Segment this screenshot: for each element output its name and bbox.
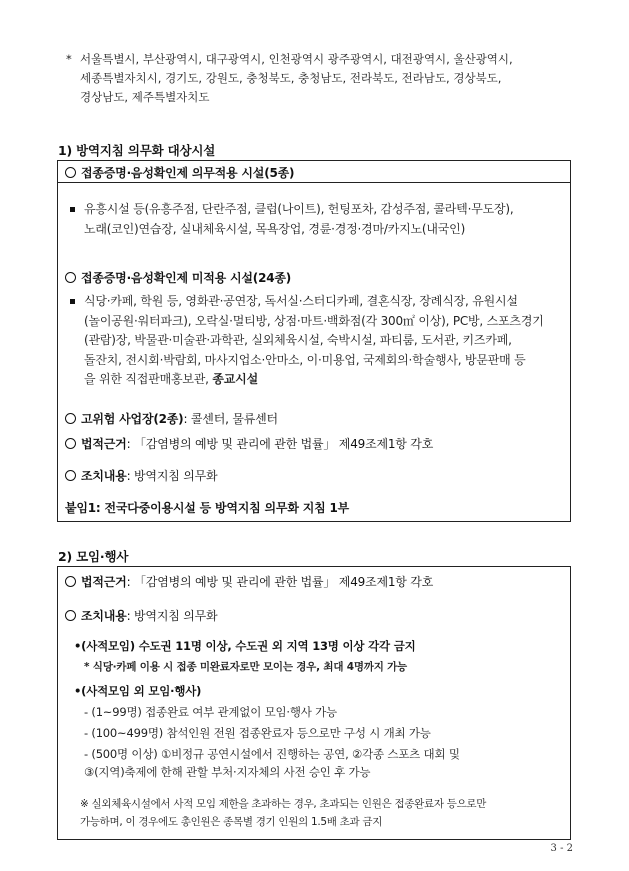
region-list (66, 50, 566, 107)
action-line-2 (65, 607, 217, 624)
group2-bullet (70, 292, 568, 390)
group1-heading (65, 164, 294, 181)
section1-box (57, 160, 571, 522)
section1-title: 1) 방역지침 의무화 대상시설 (58, 143, 216, 158)
square-bullet-icon (70, 207, 75, 212)
group2-bullet-main: 식당·카페, 학원 등, 영화관·공연장, 독서실·스터디카페, 결혼식장, 장례식장, 유원시설 (놀이공원·워터파크), 오락실·멀티방, 상점·마트·백화점(각 300㎡ 이상), PC방, 스포츠경기 (관람)장, 박물관·미술관·과학관, 실외체육시설, 숙박시설, 파티룸, 도서관, 키즈카페, 돌잔치, 전시회·박람회, 마사지업소·안마소, 이·미용업, 국제회의·학술행사, 방문판매 등 을 위한 직접판매홍보관, (84, 294, 544, 386)
page-number: 3 - 2 (550, 843, 573, 854)
group1-bullet-text: 유흥시설 등(유흥주점, 단란주점, 클럽(나이트), 헌팅포차, 감성주점, 콜라텍·무도장), 노래(코인)연습장, 실내체육시설, 목욕장업, 경륜·경정·경마/카지노(내국인) (84, 202, 514, 236)
asterisk-mark: * (66, 52, 72, 66)
event-item: - (500명 이상) ①비정규 공연시설에서 진행하는 공연, ②각종 스포츠 대회 및 ③(지역)축제에 한해 관할 부처·지자체의 사전 승인 후 가능 (84, 747, 460, 779)
high-risk-value: : 콜센터, 물류센터 (183, 412, 278, 426)
group2-heading (65, 269, 291, 286)
circle-icon (65, 576, 76, 587)
region-list-text: 서울특별시, 부산광역시, 대구광역시, 인천광역시 광주광역시, 대전광역시, 울산광역시, 세종특별자치시, 경기도, 강원도, 충청북도, 충청남도, 전라북도, 전라남도, 경상북도, 경상남도, 제주특별자치도 (80, 52, 513, 104)
group1-bullet (70, 200, 568, 239)
event-item: - (1~99명) 접종완료 여부 관계없이 모임·행사 가능 (84, 705, 337, 719)
legal-basis-value-2: : 「감염병의 예방 및 관리에 관한 법률」 제49조제1항 각호 (126, 575, 434, 589)
circle-icon (65, 438, 76, 449)
circle-icon (65, 610, 76, 621)
group2-bullet-text (84, 292, 568, 390)
legal-basis-label-2: 법적근거 (81, 575, 127, 589)
event-title: •(사적모임 외 모임·행사) (74, 684, 202, 698)
action-label-2: 조치내용 (81, 609, 127, 623)
action-line (65, 467, 217, 484)
private-gathering-note: * 식당·카페 이용 시 접종 미완료자로만 모이는 경우, 최대 4명까지 가능 (84, 661, 407, 673)
square-bullet-icon (70, 299, 75, 304)
private-gathering-title: •(사적모임) 수도권 11명 이상, 수도권 외 지역 13명 이상 각각 금지 (74, 639, 416, 653)
group2-title: 접종증명·음성확인제 미적용 시설(24종) (81, 271, 292, 285)
action-value-2: : 방역지침 의무화 (126, 609, 218, 623)
high-risk-label: 고위험 사업장(2종) (81, 412, 184, 426)
circle-icon (65, 413, 76, 424)
section2-title: 2) 모임·행사 (58, 549, 129, 564)
circle-icon (65, 272, 76, 283)
legal-basis-line (65, 435, 433, 452)
legal-basis-line-2 (65, 573, 433, 590)
high-risk-line (65, 410, 278, 427)
action-label: 조치내용 (81, 469, 127, 483)
footnote: ※ 실외체육시설에서 사적 모임 제한을 초과하는 경우, 초과되는 인원은 접종완료자 등으로만 가능하며, 이 경우에도 총인원은 종목별 경기 인원의 1.5배 초과 금지 (80, 798, 487, 828)
legal-basis-label: 법적근거 (81, 437, 127, 451)
circle-icon (65, 167, 76, 178)
legal-basis-value: : 「감염병의 예방 및 관리에 관한 법률」 제49조제1항 각호 (126, 437, 434, 451)
group1-title: 접종증명·음성확인제 의무적용 시설(5종) (81, 166, 295, 180)
group2-bullet-bold: 종교시설 (212, 372, 258, 386)
event-item: - (100~499명) 참석인원 전원 접종완료자 등으로만 구성 시 개최 가능 (84, 726, 431, 740)
action-value: : 방역지침 의무화 (126, 469, 218, 483)
divider (58, 182, 570, 183)
section2-box (57, 566, 571, 840)
circle-icon (65, 470, 76, 481)
attachment-note: 붙임1: 전국다중이용시설 등 방역지침 의무화 지침 1부 (65, 501, 349, 515)
